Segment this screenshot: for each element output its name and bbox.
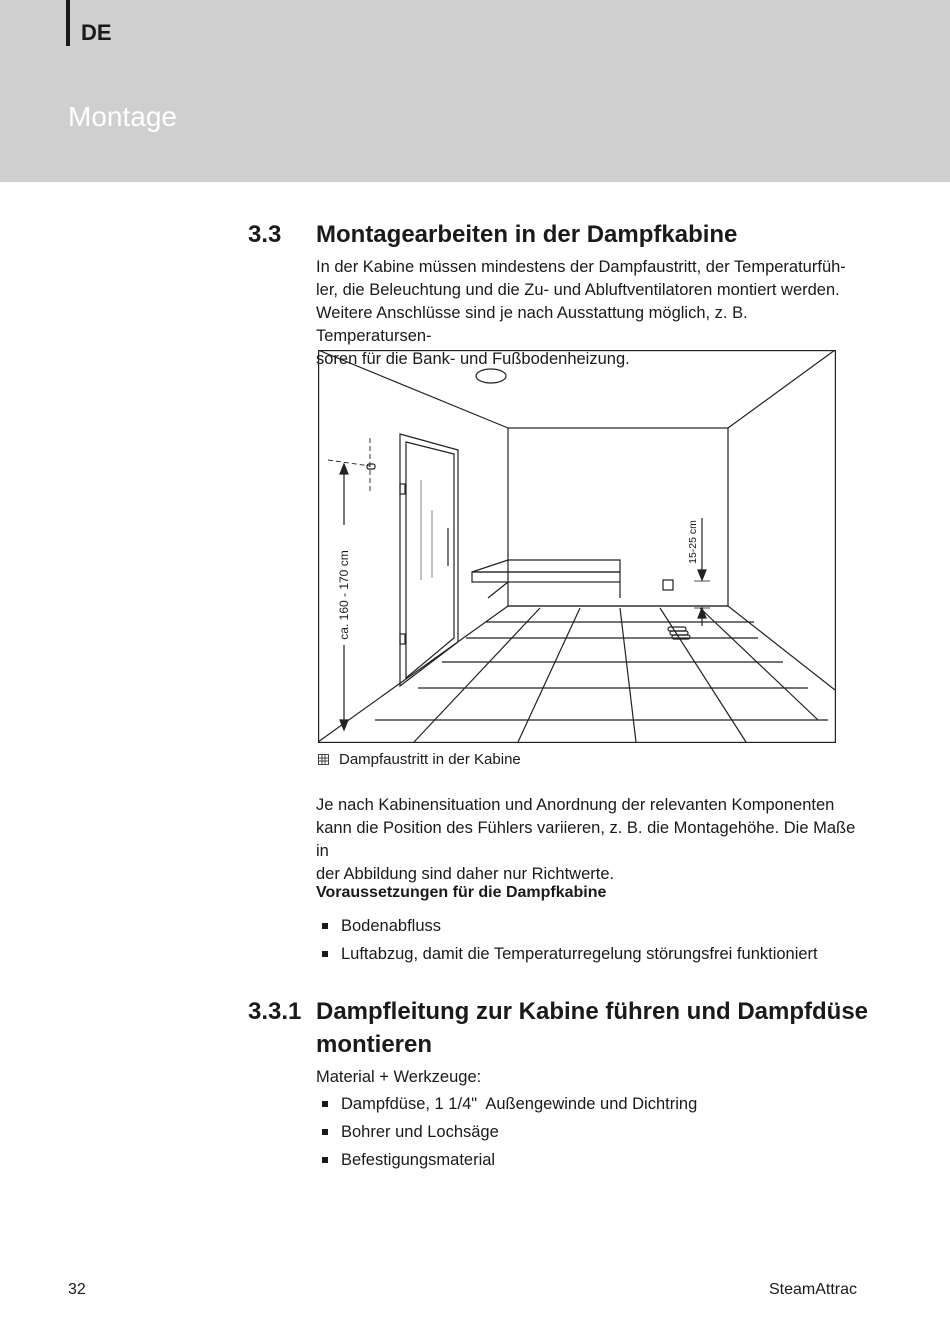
list-item bbox=[320, 1118, 697, 1146]
subsection-title-line1: Dampfleitung zur Kabine führen und Dampfdüse bbox=[316, 998, 869, 1025]
requirements-heading: Voraussetzungen für die Dampfkabine bbox=[316, 884, 607, 901]
section-number: 3.3 bbox=[248, 221, 282, 248]
list-item bbox=[320, 912, 818, 940]
figure-caption-text: Dampfaustritt in der Kabine bbox=[339, 751, 521, 768]
figure-grid-icon bbox=[318, 754, 329, 765]
chapter-title: Montage bbox=[68, 101, 177, 132]
bullet-icon bbox=[322, 1129, 328, 1135]
page-number: 32 bbox=[68, 1281, 86, 1298]
product-name: SteamAttrac bbox=[768, 1281, 857, 1298]
distance-dimension-label: 15-25 cm bbox=[687, 520, 699, 564]
list-item bbox=[320, 940, 818, 968]
bullet-icon bbox=[322, 951, 328, 957]
material-list bbox=[320, 1090, 697, 1174]
note-line: kann die Position des Fühlers variieren, z. B. die Montagehöhe. Die Maße in bbox=[316, 819, 856, 860]
subsection-title-line2: montieren bbox=[316, 1031, 433, 1058]
note-line: Je nach Kabinensituation und Anordnung der relevanten Komponenten bbox=[316, 796, 835, 814]
bullet-icon bbox=[322, 923, 328, 929]
section-title: Montagearbeiten in der Dampfkabine bbox=[316, 221, 738, 248]
list-item-text: Luftabzug, damit die Temperaturregelung störungsfrei funktioniert bbox=[341, 945, 818, 963]
height-dimension-label: ca. 160 - 170 cm bbox=[337, 550, 351, 640]
intro-line: Weitere Anschlüsse sind je nach Ausstattung möglich, z. B. Temperatursen- bbox=[316, 304, 748, 345]
list-item-text: Bohrer und Lochsäge bbox=[341, 1123, 499, 1141]
language-code: DE bbox=[81, 20, 112, 45]
list-item-text: Befestigungsmaterial bbox=[341, 1151, 496, 1169]
chapter-header-band bbox=[0, 0, 950, 182]
figure-caption bbox=[318, 751, 521, 768]
list-item bbox=[320, 1146, 697, 1174]
intro-line: soren für die Bank- und Fußbodenheizung. bbox=[316, 350, 630, 368]
note-line: der Abbildung sind daher nur Richtwerte. bbox=[316, 865, 615, 883]
list-item-text: Dampfdüse, 1 1/4" Außengewinde und Dichtring bbox=[341, 1095, 698, 1113]
bullet-icon bbox=[322, 1157, 328, 1163]
intro-line: ler, die Beleuchtung und die Zu- und Abluftventilatoren montiert werden. bbox=[316, 281, 840, 299]
list-item-text: Bodenabfluss bbox=[341, 917, 441, 935]
steam-cabin-illustration bbox=[318, 350, 836, 743]
subsection-number: 3.3.1 bbox=[248, 998, 302, 1025]
bullet-icon bbox=[322, 1101, 328, 1107]
language-marker-bar bbox=[66, 0, 70, 46]
intro-line: In der Kabine müssen mindestens der Dampfaustritt, der Temperaturfüh- bbox=[316, 258, 846, 276]
requirements-list bbox=[320, 912, 818, 968]
note-paragraph bbox=[316, 794, 861, 886]
steam-cabin-figure bbox=[318, 350, 836, 743]
material-label: Material + Werkzeuge: bbox=[316, 1068, 482, 1086]
list-item bbox=[320, 1090, 697, 1118]
